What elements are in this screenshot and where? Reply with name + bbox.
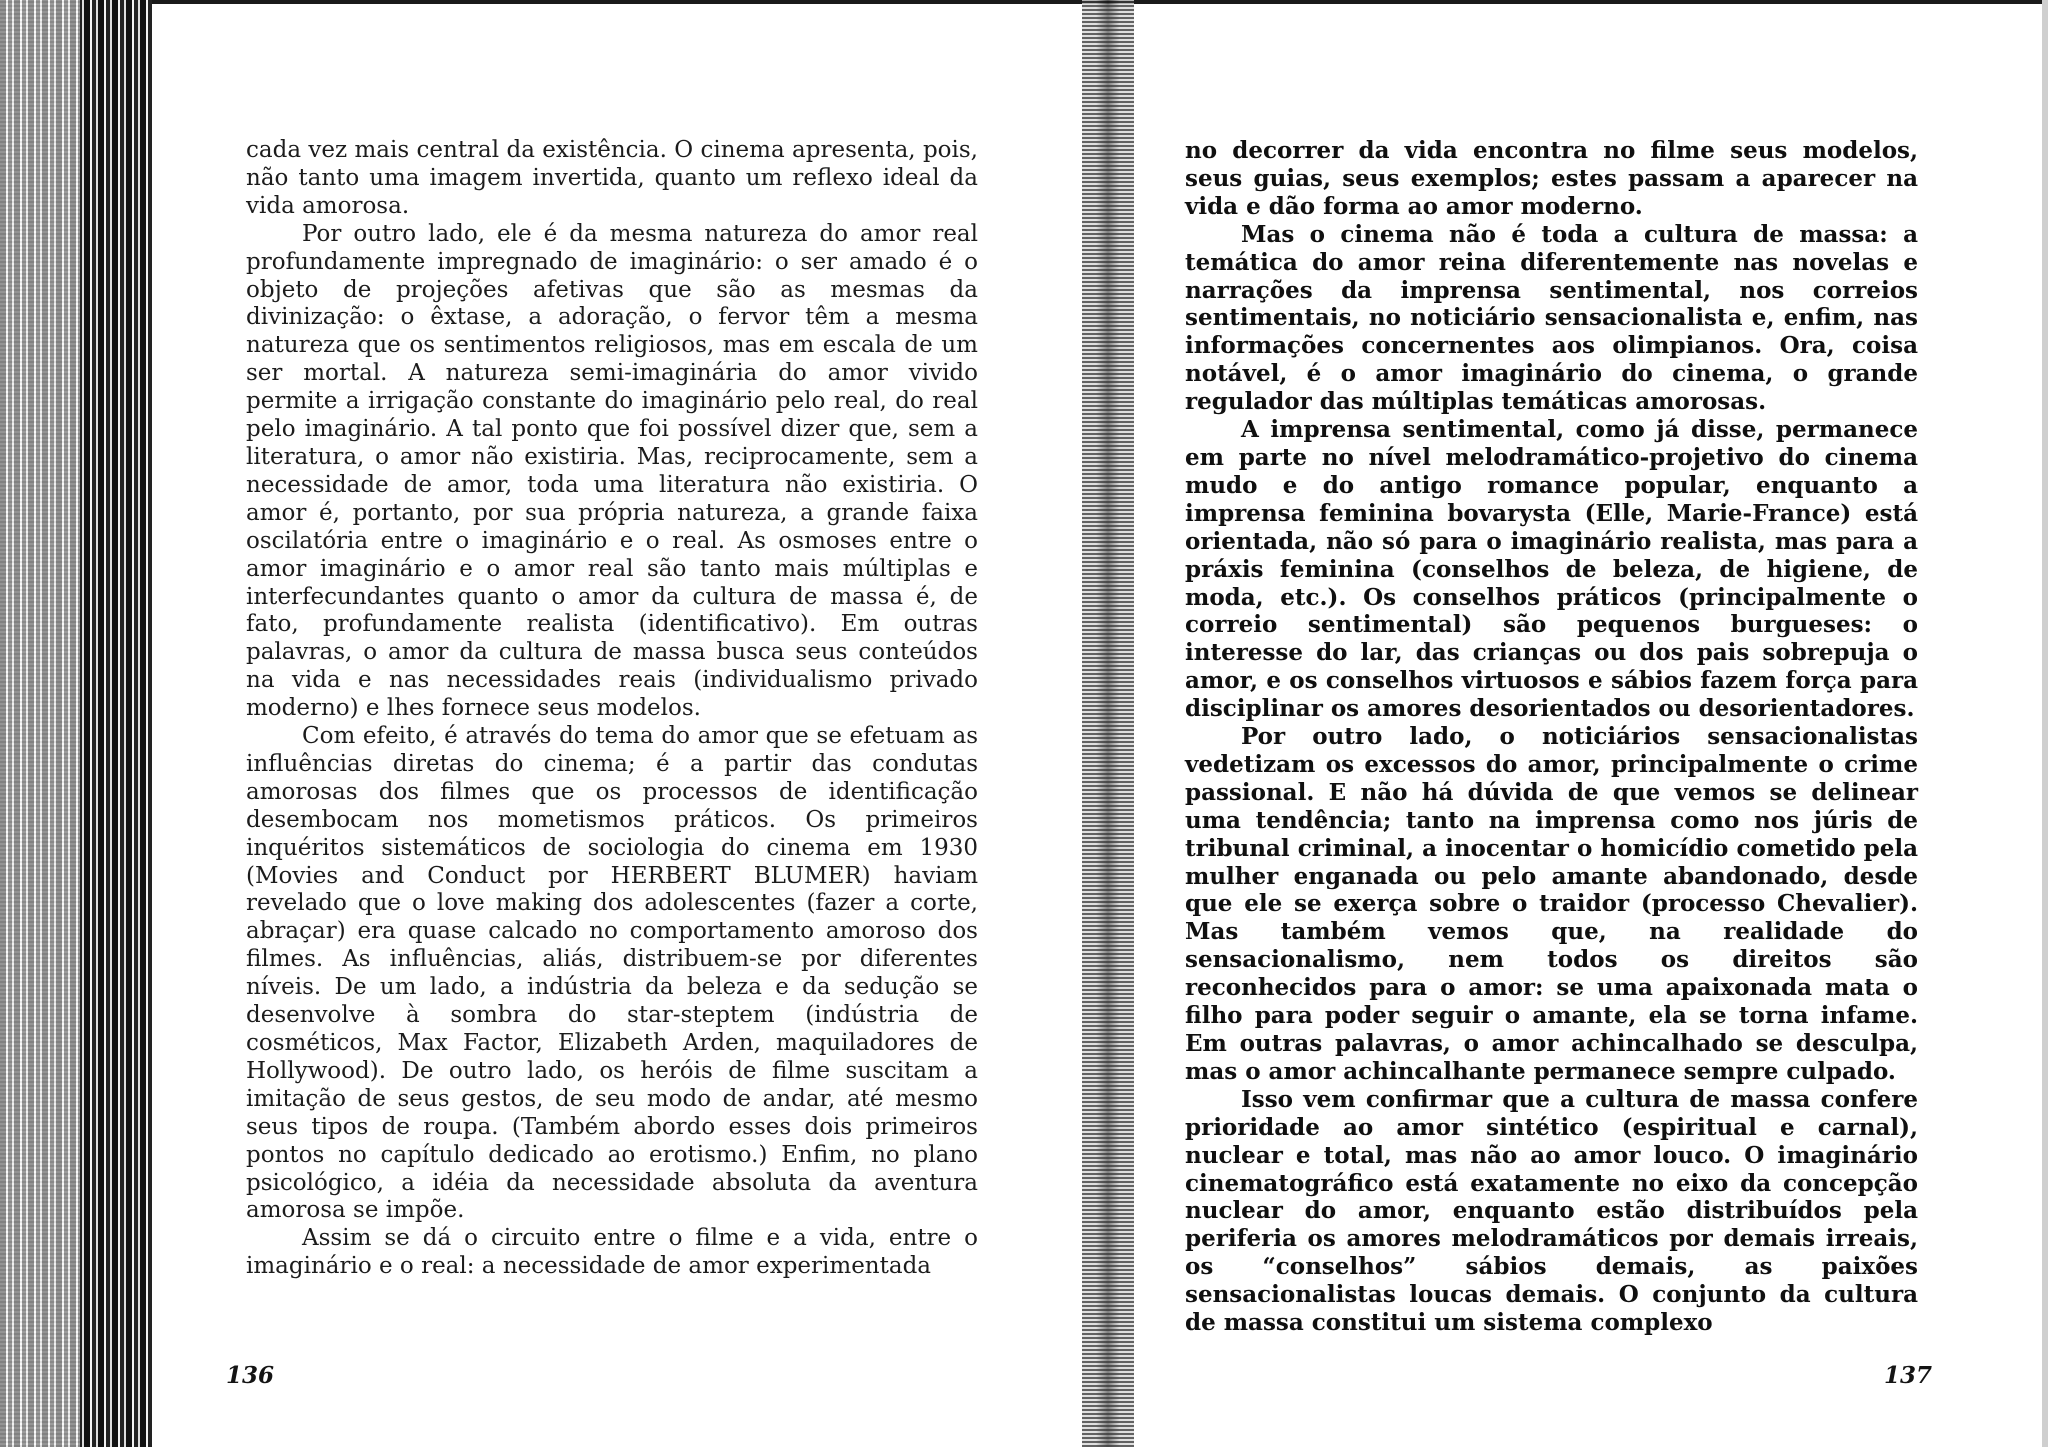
right-paragraph: Isso vem confirmar que a cultura de massa confere prioridade ao amor sintético (espiritual e carnal), nuclear e total, mas não ao amor louco. O imaginário cinematográfico está exatamente no eixo da concepção nuclear do amor, enquanto estão distribuídos pela periferia os amores melodramáticos por demais irreais, os “conselhos” sábios demais, as paixões sensacionalistas loucas demais. O conjunto da cultura de massa constitui um sistema complexo [1185, 1085, 1918, 1337]
left-paragraph: Com efeito, é através do tema do amor que se efetuam as influências diretas do cinema; é a partir das condutas amorosas dos filmes que os processos de identificação desembocam nos mometismos práticos. Os primeiros inquéritos sistemáticos de sociologia do cinema em 1930 (Movies and Conduct por HERBERT BLUMER) haviam revelado que o love making dos adolescentes (fazer a corte, abraçar) era quase calcado no comportamento amoroso dos filmes. As influências, aliás, distribuem-se por diferentes níveis. De um lado, a indústria da beleza e da sedução se desenvolve à sombra do star-steptem (indústria de cosméticos, Max Factor, Elizabeth Arden, maquiladores de Hollywood). De outro lado, os heróis de filme suscitam a imitação de seus gestos, de seu modo de andar, até mesmo seus tipos de roupa. (Também abordo esses dois primeiros pontos no capítulo dedicado ao erotismo.) Enfim, no plano psicológico, a idéia da necessidade absoluta da aventura amorosa se impõe. [246, 723, 978, 1224]
left-page-number: 136 [226, 1362, 275, 1389]
book-gutter [1082, 0, 1134, 1447]
left-paragraph: cada vez mais central da existência. O cinema apresenta, pois, não tanto uma imagem invertida, quanto um reflexo ideal da vida amorosa. [246, 137, 978, 219]
right-paragraph: no decorrer da vida encontra no filme seus modelos, seus guias, seus exemplos; estes passam a aparecer na vida e dão forma ao amor moderno. [1185, 137, 1918, 220]
left-page-text [246, 137, 978, 1281]
right-paragraph: Mas o cinema não é toda a cultura de massa: a temática do amor reina diferentemente nas novelas e narrações da imprensa sentimental, nos correios sentimentais, no noticiário sensacionalista e, enfim, nas informações concernentes aos olimpianos. Ora, coisa notável, é o amor imaginário do cinema, o grande regulador das múltiplas temáticas amorosas. [1185, 220, 1918, 416]
right-paragraph: A imprensa sentimental, como já disse, permanece em parte no nível melodramático-projetivo do cinema mudo e do antigo romance popular, enquanto a imprensa feminina bovarysta (Elle, Marie-France) está orientada, não só para o imaginário realista, mas para a práxis feminina (conselhos de beleza, de higiene, de moda, etc.). Os conselhos práticos (principalmente o correio sentimental) são pequenos burgueses: o interesse do lar, das crianças ou dos pais sobrepuja o amor, e os conselhos virtuosos e sábios fazem força para disciplinar os amores desorientados ou desorientadores. [1185, 416, 1918, 723]
right-page-text [1185, 137, 1918, 1337]
book-edge-left [0, 0, 152, 1447]
right-paragraph: Por outro lado, o noticiários sensacionalistas vedetizam os excessos do amor, principalmente o crime passional. E não há dúvida de que vemos se delinear uma tendência; tanto na imprensa como nos júris de tribunal criminal, a inocentar o homicídio cometido pela mulher enganada ou pelo amante abandonado, desde que ele se exerça sobre o traidor (processo Chevalier). Mas também vemos que, na realidade do sensacionalismo, nem todos os direitos são reconhecidos para o amor: se uma apaixonada mata o filho para poder seguir o amante, ela se torna infame. Em outras palavras, o amor achincalhado se desculpa, mas o amor achincalhante permanece sempre culpado. [1185, 723, 1918, 1085]
left-paragraph: Por outro lado, ele é da mesma natureza do amor real profundamente impregnado de imaginário: o ser amado é o objeto de projeções afetivas que são as mesmas da divinização: o êxtase, a adoração, o fervor têm a mesma natureza que os sentimentos religiosos, mas em escala de um ser mortal. A natureza semi-imaginária do amor vivido permite a irrigação constante do imaginário pelo real, do real pelo imaginário. A tal ponto que foi possível dizer que, sem a literatura, o amor não existiria. Mas, reciprocamente, sem a necessidade de amor, toda uma literatura não existiria. O amor é, portanto, por sua própria natureza, a grande faixa oscilatória entre o imaginário e o real. As osmoses entre o amor imaginário e o amor real são tanto mais múltiplas e interfecundantes quanto o amor da cultura de massa é, de fato, profundamente realista (identificativo). Em outras palavras, o amor da cultura de massa busca seus conteúdos na vida e nas necessidades reais (individualismo privado moderno) e lhes fornece seus modelos. [246, 220, 978, 722]
left-paragraph: Assim se dá o circuito entre o filme e a vida, entre o imaginário e o real: a necessidade de amor experimentada [246, 1225, 978, 1280]
book-edge-right [2042, 0, 2048, 1447]
right-page-number: 137 [1884, 1362, 1933, 1389]
